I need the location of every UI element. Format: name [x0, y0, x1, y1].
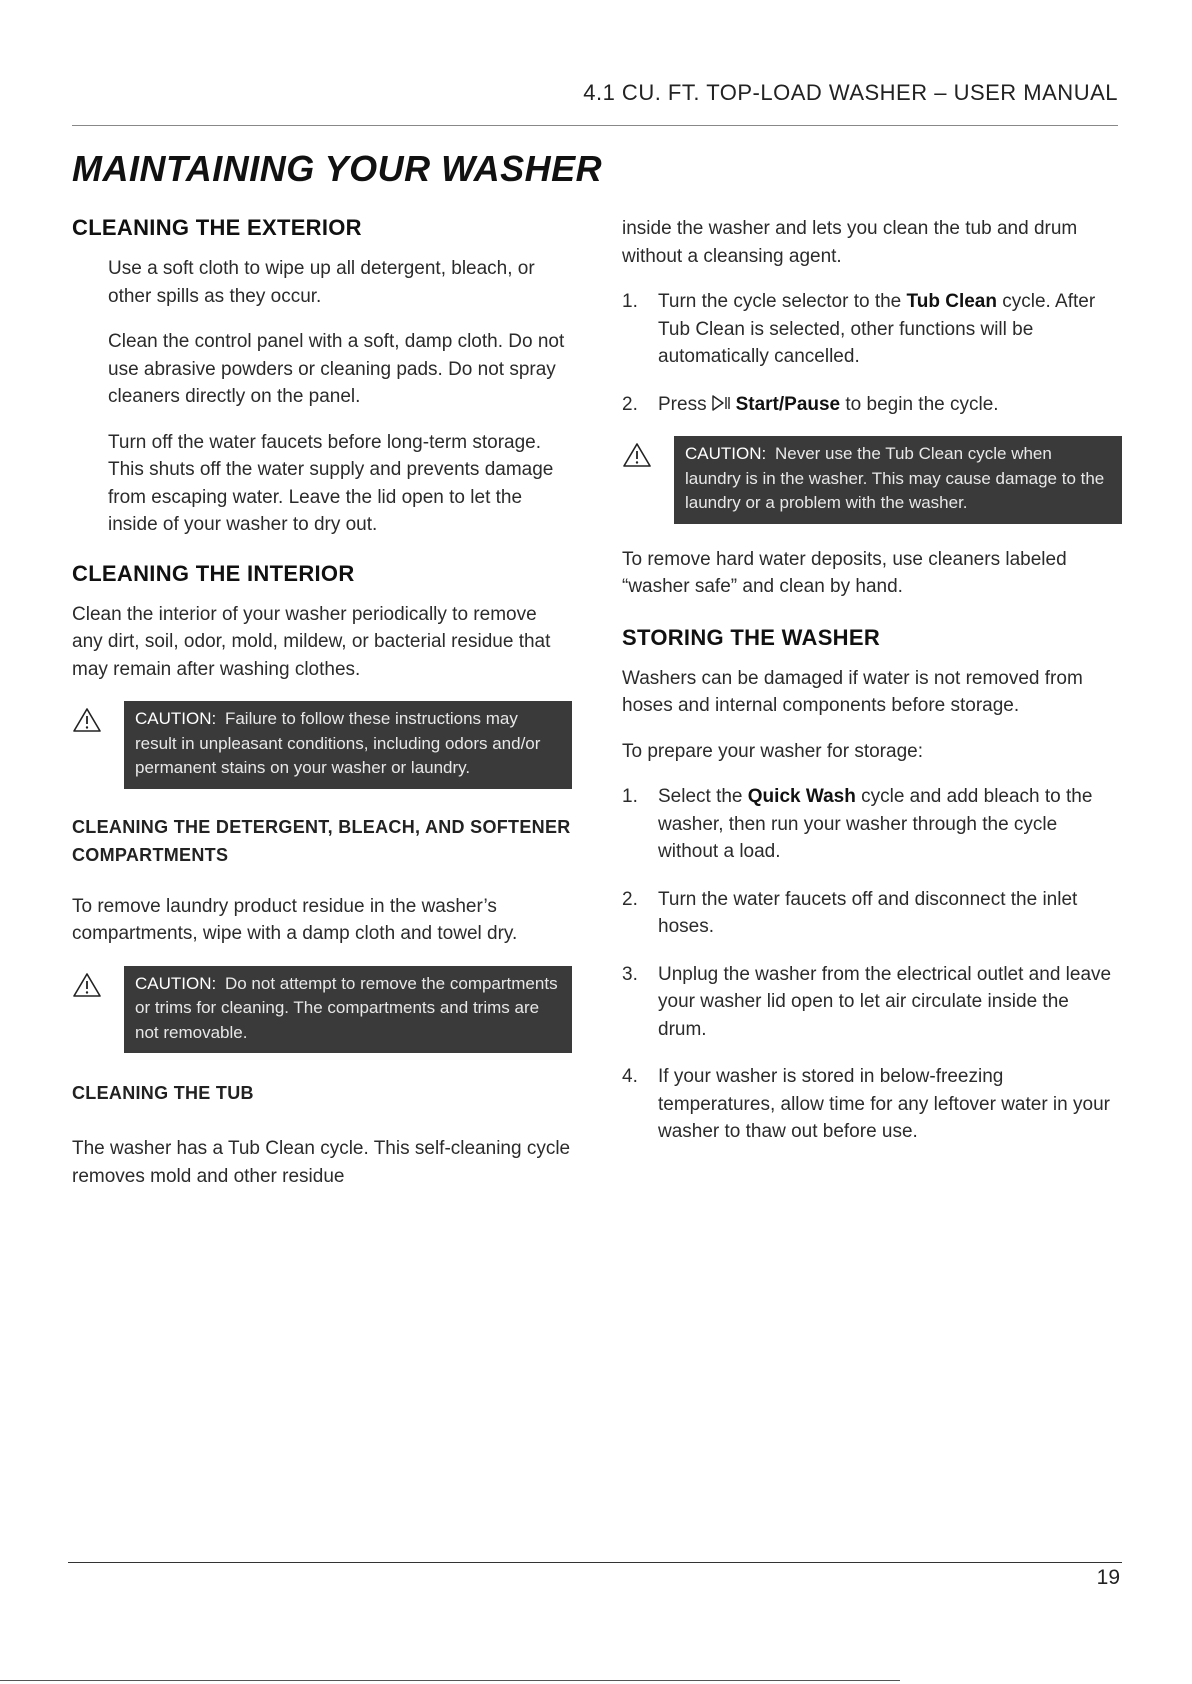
warning-triangle-icon [622, 442, 656, 473]
header-divider [72, 125, 1118, 126]
page-number: 19 [1096, 1566, 1120, 1589]
caution-label: CAUTION: [135, 973, 217, 993]
subsection-heading-tub: CLEANING THE TUB [72, 1083, 254, 1103]
caution-text: Do not attempt to remove the compartments or trims for cleaning. The compartments and trims are not removable. [135, 973, 558, 1042]
storing-paragraph: Washers can be damaged if water is not removed from hoses and internal components before storage. [622, 667, 1083, 716]
left-column [72, 215, 572, 1208]
section-heading-interior: CLEANING THE INTERIOR [72, 560, 355, 586]
list-item: 3. Unplug the washer from the electrical outlet and leave your washer lid open to let air circulate inside the drum. [622, 963, 1112, 1040]
caution-tub-clean [622, 436, 1122, 524]
hard-water-paragraph: To remove hard water deposits, use cleaners labeled “washer safe” and clean by hand. [622, 548, 1067, 597]
compartments-paragraph: To remove laundry product residue in the washer’s compartments, wipe with a damp cloth and towel dry. [72, 895, 518, 944]
page-bottom-edge [0, 1680, 900, 1681]
tub-clean-steps [622, 288, 1122, 420]
caution-label: CAUTION: [685, 444, 767, 463]
caution-label: CAUTION: [135, 709, 217, 728]
storing-prepare: To prepare your washer for storage: [622, 740, 923, 762]
page-title: MAINTAINING YOUR WASHER [72, 148, 603, 189]
tub-paragraph-continued: inside the washer and lets you clean the tub and drum without a cleansing agent. [622, 218, 1078, 267]
caution-interior [72, 701, 572, 789]
play-pause-icon [710, 393, 732, 421]
caution-box [674, 436, 1122, 524]
section-heading-exterior: CLEANING THE EXTERIOR [72, 215, 362, 240]
list-item: 2. Turn the water faucets off and disconnect the inlet hoses. [622, 888, 1078, 937]
exterior-paragraph-3: Turn off the water faucets before long-term storage. This shuts off the water supply and prevents damage from escaping water. Leave the lid open to let the inside of your washer to dry out. [108, 431, 554, 535]
list-item: 2. Press Start/Pause to begin the cycle. [622, 391, 1122, 421]
list-item: 1. Turn the cycle selector to the Tub Clean cycle. After Tub Clean is selected, other functions will be automatically cancelled. [622, 291, 1096, 367]
tub-paragraph: The washer has a Tub Clean cycle. This self-cleaning cycle removes mold and other residue [72, 1138, 571, 1187]
warning-triangle-icon [72, 707, 106, 738]
warning-triangle-icon [72, 972, 106, 1003]
exterior-paragraph-1: Use a soft cloth to wipe up all detergent, bleach, or other spills as they occur. [108, 258, 535, 307]
right-column [622, 215, 1122, 1166]
list-item: 4. If your washer is stored in below-freezing temperatures, allow time for any leftover water in your washer to thaw out before use. [622, 1066, 1110, 1142]
header-title: 4.1 CU. FT. TOP-LOAD WASHER – USER MANUAL [583, 80, 1118, 105]
list-item: 1. Select the Quick Wash cycle and add bleach to the washer, then run your washer through the cycle without a load. [622, 786, 1093, 862]
subsection-heading-compartments: CLEANING THE DETERGENT, BLEACH, AND SOFTENER COMPARTMENTS [72, 816, 571, 865]
section-heading-storing: STORING THE WASHER [622, 624, 881, 650]
caution-compartments [72, 966, 572, 1054]
caution-text: Never use the Tub Clean cycle when laundry is in the washer. This may cause damage to the laundry or a problem with the washer. [685, 444, 1105, 512]
interior-paragraph: Clean the interior of your washer periodically to remove any dirt, soil, odor, mold, mildew, or bacterial residue that may remain after washing clothes. [72, 603, 551, 680]
caution-text: Failure to follow these instructions may result in unpleasant conditions, including odors and/or permanent stains on your washer or laundry. [135, 709, 541, 777]
exterior-paragraph-2: Clean the control panel with a soft, damp cloth. Do not use abrasive powders or cleaning pads. Do not spray cleaners directly on the panel. [108, 331, 565, 407]
footer-divider [68, 1562, 1122, 1563]
caution-box [124, 966, 572, 1054]
storage-steps [622, 783, 1122, 1146]
caution-box [124, 701, 572, 789]
